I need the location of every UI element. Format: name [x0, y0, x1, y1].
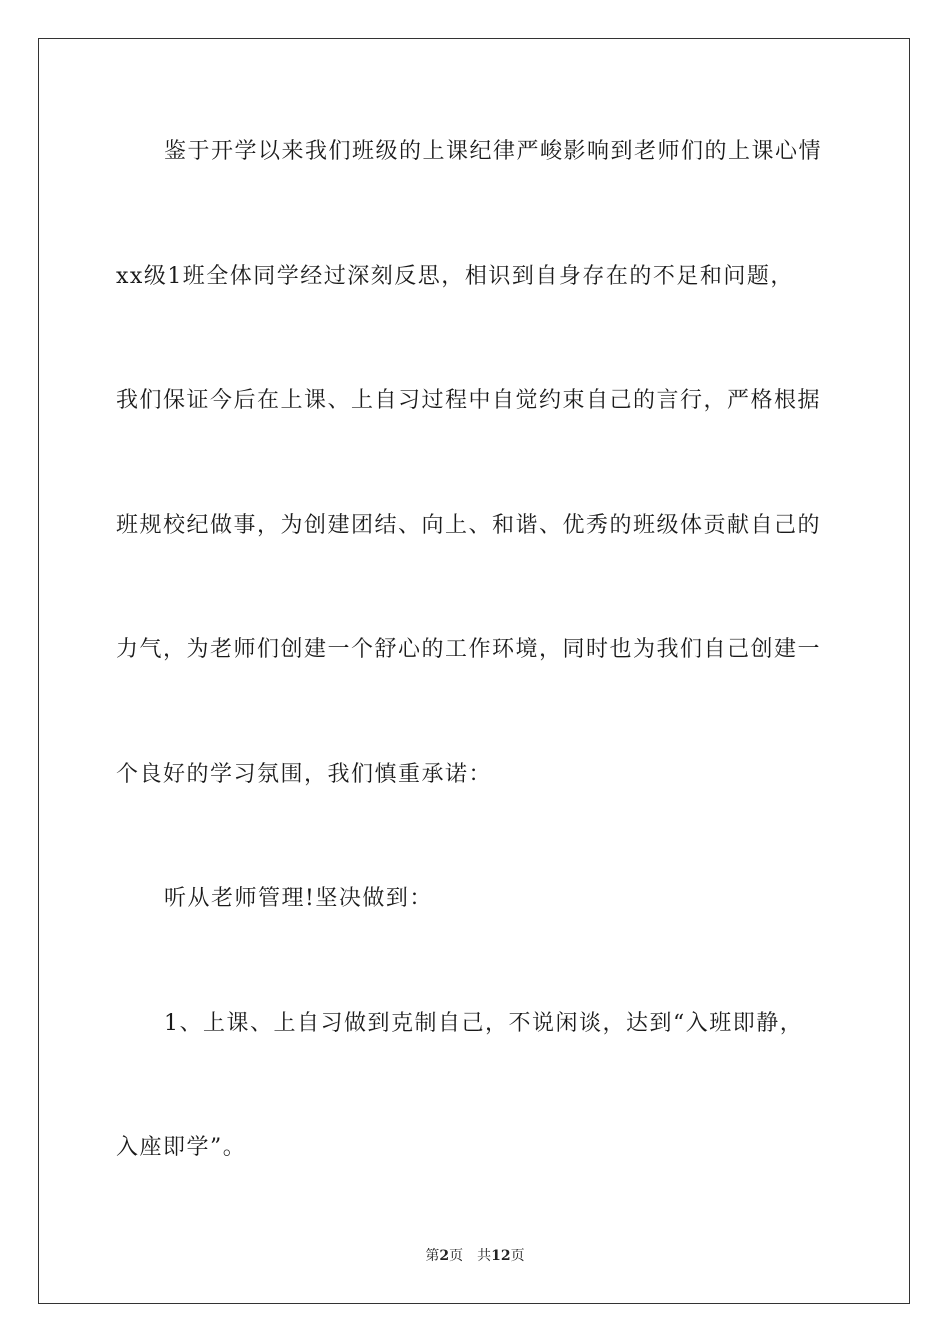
total-suffix: 页 — [510, 1248, 525, 1264]
paragraph-line-6: 个良好的学习氛围，我们慎重承诺： — [116, 762, 493, 787]
paragraph-line-2: xx级1班全体同学经过深刻反思，相识到自身存在的不足和问题， — [116, 264, 794, 289]
total-prefix: 共 — [477, 1248, 492, 1264]
page-total: 12 — [491, 1248, 511, 1264]
paragraph-line-4: 班规校纪做事，为创建团结、向上、和谐、优秀的班级体贡献自己的 — [116, 513, 822, 538]
page-prefix: 第 — [425, 1248, 440, 1264]
page-border — [38, 38, 910, 1304]
page-current: 2 — [439, 1248, 450, 1264]
paragraph-line-5: 力气，为老师们创建一个舒心的工作环境，同时也为我们自己创建一 — [116, 637, 822, 662]
page-suffix: 页 — [449, 1248, 464, 1264]
paragraph-line-9: 入座即学”。 — [116, 1135, 247, 1160]
paragraph-line-3: 我们保证今后在上课、上自习过程中自觉约束自己的言行，严格根据 — [116, 388, 822, 413]
paragraph-line-7: 听从老师管理!坚决做到： — [164, 886, 433, 911]
paragraph-line-8: 1、上课、上自习做到克制自己，不说闲谈，达到“入班即静， — [164, 1011, 804, 1036]
page-footer — [0, 1247, 950, 1265]
paragraph-line-1: 鉴于开学以来我们班级的上课纪律严峻影响到老师们的上课心情 — [164, 139, 823, 164]
